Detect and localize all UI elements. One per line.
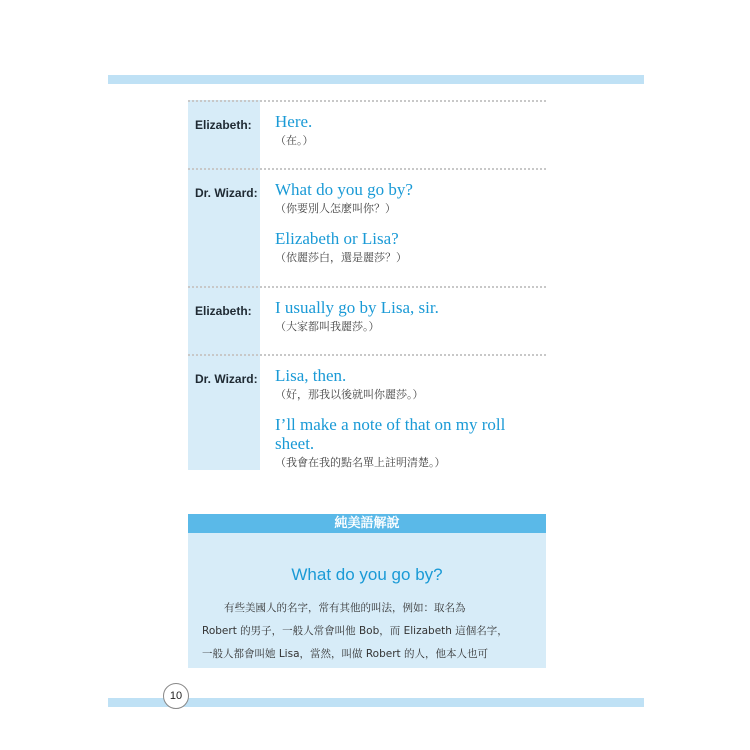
dialogue-lines [260, 168, 546, 286]
chinese-translation: （大家都叫我麗莎。） [275, 320, 380, 333]
dialogue-lines [260, 286, 546, 354]
english-line: Lisa, then. [275, 366, 347, 385]
dialogue-lines [260, 100, 546, 168]
dialogue-row [188, 354, 546, 470]
explanation-box [188, 514, 546, 668]
chinese-translation: （你要別人怎麼叫你？） [275, 202, 396, 215]
dialogue-row [188, 286, 546, 354]
chinese-translation: （我會在我的點名單上註明清楚。） [275, 456, 446, 469]
explanation-title: What do you go by? [291, 565, 443, 584]
explanation-header: 純美語解說 [188, 514, 546, 533]
explanation-line: 一般人都會叫她 Lisa，當然，叫做 Robert 的人，他本人也可 [202, 648, 488, 660]
speaker-name: Dr. Wizard: [188, 168, 260, 286]
top-decorative-band [108, 75, 644, 84]
dialogue-row [188, 168, 546, 286]
chinese-translation: （好，那我以後就叫你麗莎。） [275, 388, 424, 401]
english-line: What do you go by? [275, 180, 413, 199]
dialogue-row [188, 100, 546, 168]
dialogue-lines [260, 354, 546, 470]
english-line: I usually go by Lisa, sir. [275, 298, 439, 317]
speaker-name: Dr. Wizard: [188, 354, 260, 470]
explanation-line: Robert 的男子，一般人常會叫他 Bob，而 Elizabeth 這個名字， [202, 625, 508, 637]
explanation-line: 有些美國人的名字，常有其他的叫法，例如：取名為 [224, 602, 466, 614]
explanation-body [188, 533, 546, 668]
speaker-name: Elizabeth: [188, 100, 260, 168]
speaker-name: Elizabeth: [188, 286, 260, 354]
chinese-translation: （在。） [275, 134, 314, 147]
english-line: Here. [275, 112, 313, 131]
chinese-translation: （依麗莎白，還是麗莎？） [275, 251, 407, 264]
english-line: Elizabeth or Lisa? [275, 229, 399, 248]
explanation-paragraph [202, 597, 532, 666]
english-line: I’ll make a note of that on my roll sheet. [275, 415, 506, 453]
page-number: 10 [163, 683, 189, 709]
dialogue-table [188, 100, 546, 470]
